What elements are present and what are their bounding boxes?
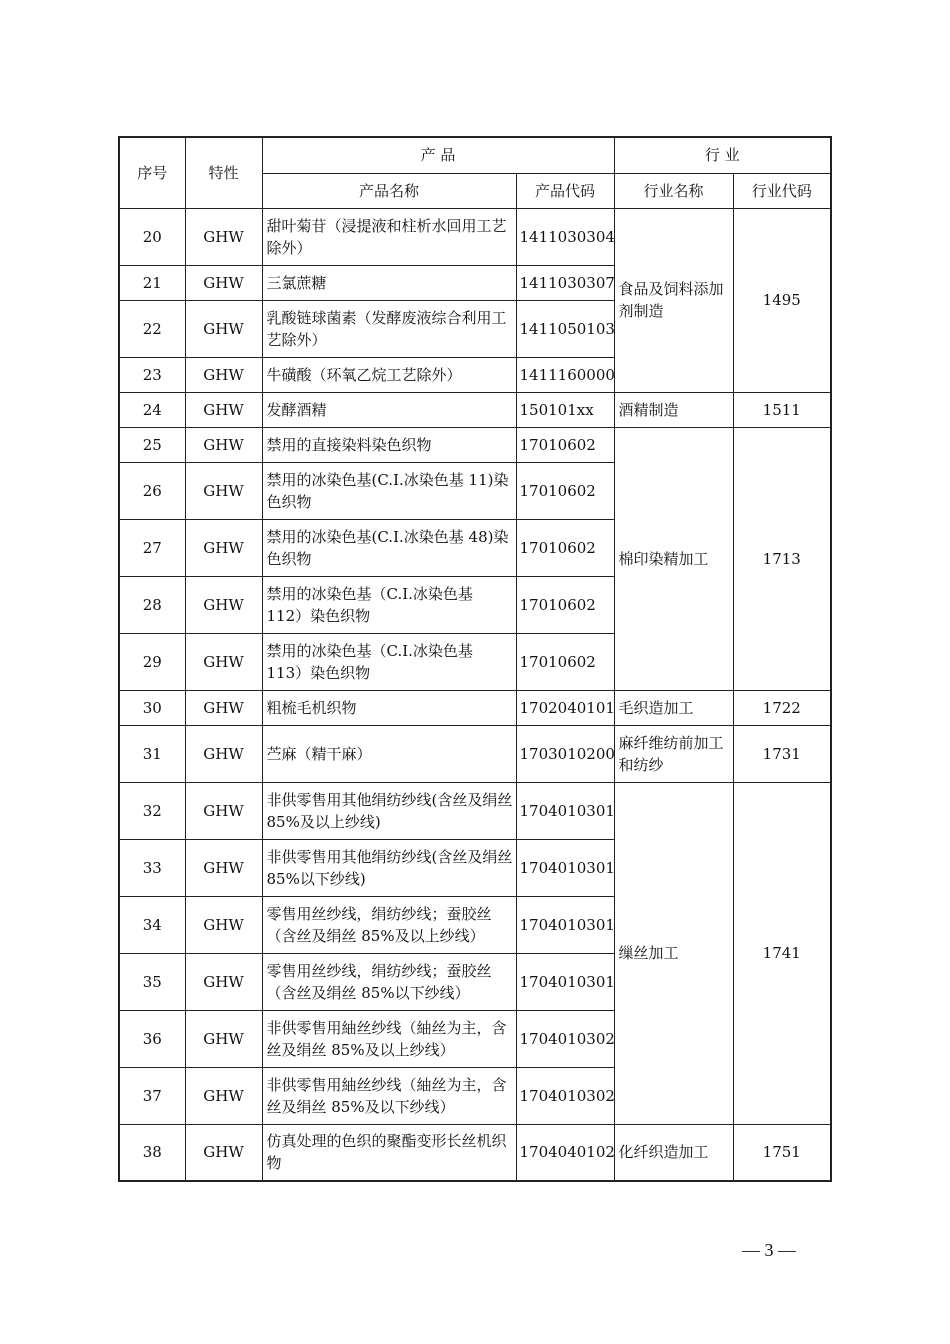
row-product-name: 禁用的冰染色基(C.I.冰染色基 11)染色织物 <box>262 462 516 519</box>
row-trait: GHW <box>185 1124 262 1181</box>
header-industry-code: 行业代码 <box>733 173 831 208</box>
row-product-code: 1704010301 <box>516 896 614 953</box>
row-seq: 31 <box>119 725 185 782</box>
row-trait: GHW <box>185 896 262 953</box>
row-industry-name: 缫丝加工 <box>614 782 733 1124</box>
row-seq: 37 <box>119 1067 185 1124</box>
row-seq: 30 <box>119 690 185 725</box>
table-row <box>119 427 831 462</box>
row-industry-code: 1511 <box>733 392 831 427</box>
row-product-name: 乳酸链球菌素（发酵废液综合利用工艺除外） <box>262 300 516 357</box>
row-trait: GHW <box>185 1067 262 1124</box>
row-product-code: 1411160000 <box>516 357 614 392</box>
row-seq: 34 <box>119 896 185 953</box>
row-product-name: 非供零售用其他绢纺纱线(含丝及绢丝 85%以下纱线) <box>262 839 516 896</box>
row-product-code: 1411030307 <box>516 265 614 300</box>
header-product <box>262 137 614 173</box>
row-product-code: 1704010301 <box>516 839 614 896</box>
row-trait: GHW <box>185 576 262 633</box>
row-product-code: 1704010302 <box>516 1010 614 1067</box>
row-industry-code: 1495 <box>733 208 831 392</box>
row-product-code: 1411030304 <box>516 208 614 265</box>
row-product-name: 零售用丝纱线，绢纺纱线；蚕胶丝（含丝及绢丝 85%以下纱线） <box>262 953 516 1010</box>
row-trait: GHW <box>185 633 262 690</box>
product-industry-table <box>118 136 832 1182</box>
row-industry-name: 酒精制造 <box>614 392 733 427</box>
row-product-code: 1703010200 <box>516 725 614 782</box>
row-product-name: 苎麻（精干麻） <box>262 725 516 782</box>
row-industry-code: 1731 <box>733 725 831 782</box>
header-industry <box>614 137 831 173</box>
row-seq: 22 <box>119 300 185 357</box>
row-trait: GHW <box>185 208 262 265</box>
row-seq: 24 <box>119 392 185 427</box>
row-product-name: 甜叶菊苷（浸提液和柱析水回用工艺除外） <box>262 208 516 265</box>
row-seq: 27 <box>119 519 185 576</box>
header-row-1 <box>119 137 831 173</box>
row-product-name: 非供零售用其他绢纺纱线(含丝及绢丝 85%及以上纱线) <box>262 782 516 839</box>
row-product-code: 1704010301 <box>516 953 614 1010</box>
row-product-code: 150101xx <box>516 392 614 427</box>
row-product-name: 牛磺酸（环氧乙烷工艺除外） <box>262 357 516 392</box>
header-product-name: 产品名称 <box>262 173 516 208</box>
row-trait: GHW <box>185 462 262 519</box>
table-row <box>119 782 831 839</box>
row-trait: GHW <box>185 725 262 782</box>
row-trait: GHW <box>185 265 262 300</box>
row-product-code: 1411050103 <box>516 300 614 357</box>
row-product-code: 1702040101 <box>516 690 614 725</box>
row-product-code: 17010602 <box>516 427 614 462</box>
row-trait: GHW <box>185 392 262 427</box>
row-product-code: 17010602 <box>516 519 614 576</box>
row-product-code: 17010602 <box>516 462 614 519</box>
row-product-code: 1704010302 <box>516 1067 614 1124</box>
row-trait: GHW <box>185 357 262 392</box>
row-seq: 20 <box>119 208 185 265</box>
row-industry-code: 1722 <box>733 690 831 725</box>
row-industry-name: 棉印染精加工 <box>614 427 733 690</box>
row-product-name: 禁用的冰染色基（C.I.冰染色基 112）染色织物 <box>262 576 516 633</box>
row-seq: 23 <box>119 357 185 392</box>
row-trait: GHW <box>185 782 262 839</box>
row-seq: 32 <box>119 782 185 839</box>
row-seq: 29 <box>119 633 185 690</box>
row-product-name: 发酵酒精 <box>262 392 516 427</box>
row-industry-code: 1751 <box>733 1124 831 1181</box>
row-product-name: 粗梳毛机织物 <box>262 690 516 725</box>
table-row <box>119 1124 831 1181</box>
row-trait: GHW <box>185 427 262 462</box>
row-product-code: 1704040102 <box>516 1124 614 1181</box>
header-industry-label: 行 业 <box>704 146 740 165</box>
row-industry-code: 1713 <box>733 427 831 690</box>
row-trait: GHW <box>185 953 262 1010</box>
row-seq: 33 <box>119 839 185 896</box>
row-product-name: 非供零售用紬丝纱线（紬丝为主，含丝及绢丝 85%及以上纱线） <box>262 1010 516 1067</box>
row-product-code: 17010602 <box>516 633 614 690</box>
row-product-name: 禁用的冰染色基(C.I.冰染色基 48)染色织物 <box>262 519 516 576</box>
row-product-code: 1704010301 <box>516 782 614 839</box>
header-product-label: 产 品 <box>420 146 456 165</box>
row-seq: 35 <box>119 953 185 1010</box>
row-trait: GHW <box>185 519 262 576</box>
row-product-name: 零售用丝纱线，绢纺纱线；蚕胶丝（含丝及绢丝 85%及以上纱线） <box>262 896 516 953</box>
row-seq: 36 <box>119 1010 185 1067</box>
row-product-name: 禁用的冰染色基（C.I.冰染色基 113）染色织物 <box>262 633 516 690</box>
row-trait: GHW <box>185 839 262 896</box>
row-trait: GHW <box>185 300 262 357</box>
row-product-name: 非供零售用紬丝纱线（紬丝为主，含丝及绢丝 85%及以下纱线） <box>262 1067 516 1124</box>
table-row <box>119 725 831 782</box>
row-seq: 25 <box>119 427 185 462</box>
row-industry-name: 毛织造加工 <box>614 690 733 725</box>
page-number: — 3 — <box>742 1240 796 1260</box>
header-product-code: 产品代码 <box>516 173 614 208</box>
row-product-code: 17010602 <box>516 576 614 633</box>
row-industry-name: 食品及饲料添加剂制造 <box>614 208 733 392</box>
row-industry-name: 化纤织造加工 <box>614 1124 733 1181</box>
row-seq: 21 <box>119 265 185 300</box>
row-trait: GHW <box>185 690 262 725</box>
row-trait: GHW <box>185 1010 262 1067</box>
header-trait: 特性 <box>185 137 262 208</box>
row-seq: 28 <box>119 576 185 633</box>
table-row <box>119 392 831 427</box>
row-product-name: 禁用的直接染料染色织物 <box>262 427 516 462</box>
row-product-name: 三氯蔗糖 <box>262 265 516 300</box>
table-row <box>119 208 831 265</box>
header-seq: 序号 <box>119 137 185 208</box>
row-industry-name: 麻纤维纺前加工和纺纱 <box>614 725 733 782</box>
row-seq: 38 <box>119 1124 185 1181</box>
row-industry-code: 1741 <box>733 782 831 1124</box>
table-row <box>119 690 831 725</box>
header-industry-name: 行业名称 <box>614 173 733 208</box>
row-seq: 26 <box>119 462 185 519</box>
row-product-name: 仿真处理的色织的聚酯变形长丝机织物 <box>262 1124 516 1181</box>
